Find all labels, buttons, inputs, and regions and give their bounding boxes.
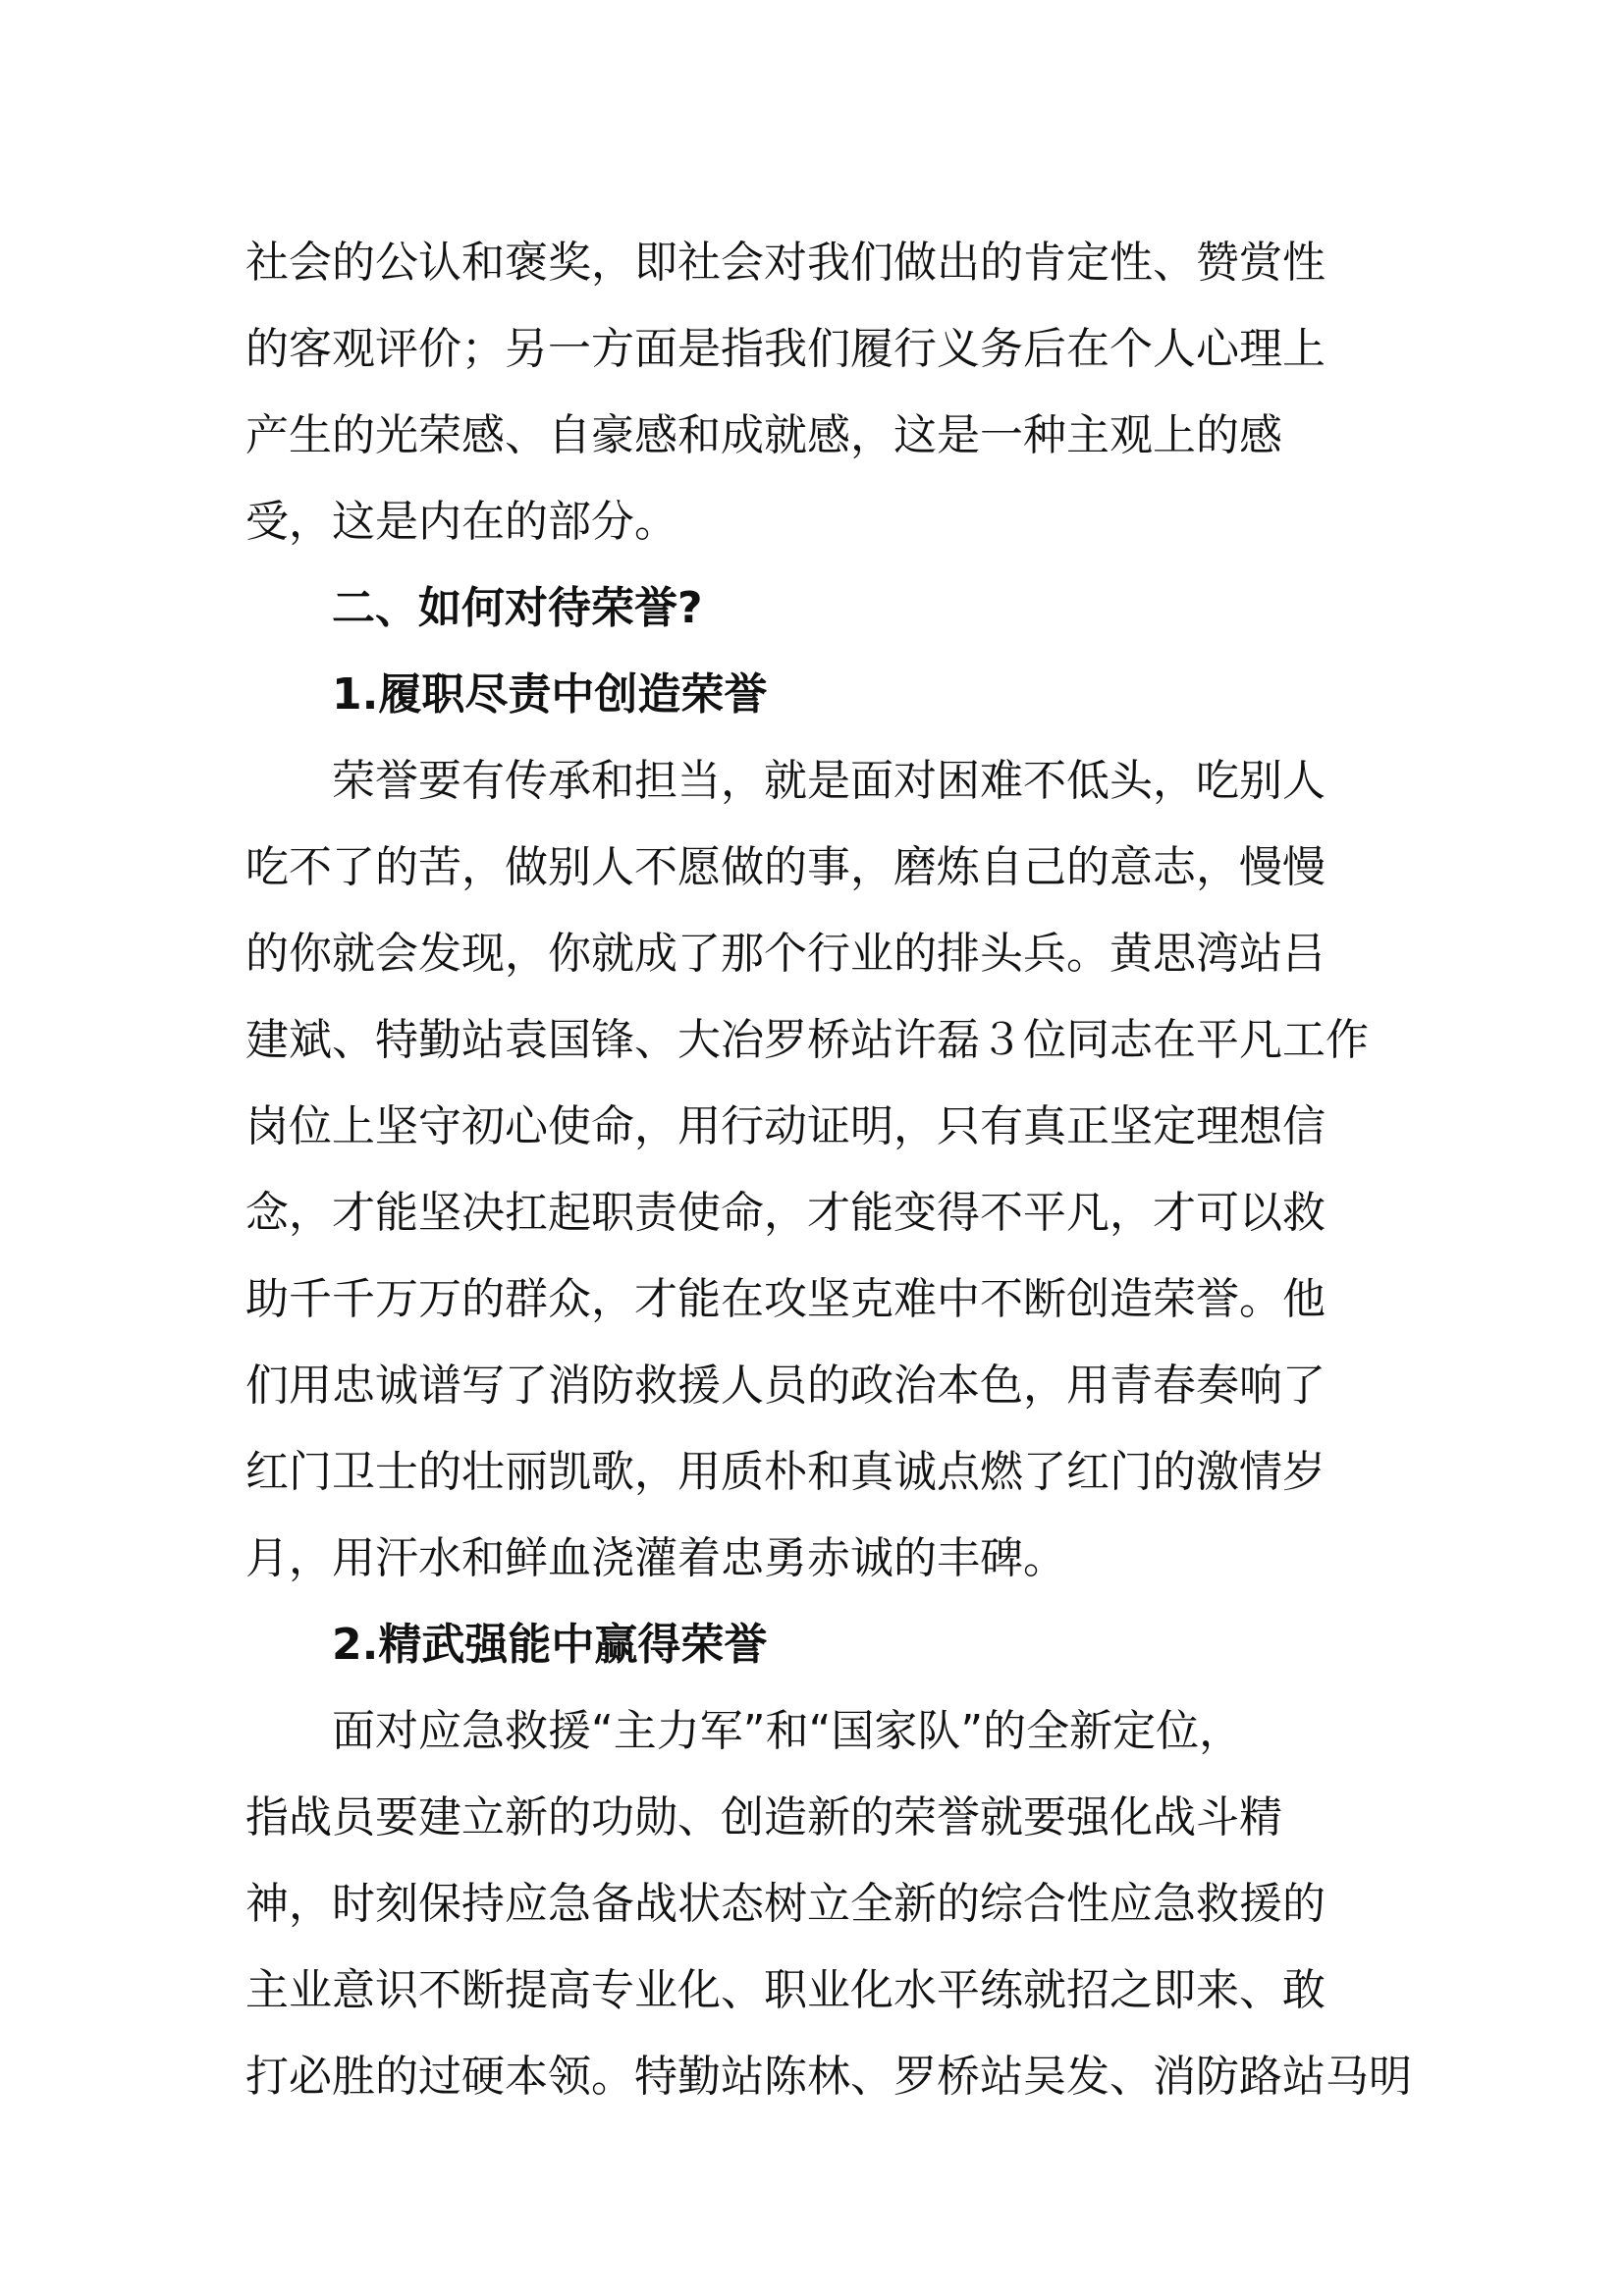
subsection-1-line-4: 建斌、特勤站袁国锋、大冶罗桥站许磊３位同志在平凡工作 (245, 1015, 1369, 1065)
subsection-1-line-3: 的你就会发现，你就成了那个行业的排头兵。黄思湾站吕 (245, 929, 1325, 979)
subsection-2-line-5: 打必胜的过硬本领。特勤站陈林、罗桥站吴发、消防路站马明 (245, 2052, 1412, 2102)
subsection-1-line-5: 岗位上坚守初心使命，用行动证明，只有真正坚定理想信 (245, 1101, 1325, 1151)
subsection-1-line-9: 红门卫士的壮丽凯歌，用质朴和真诚点燃了红门的激情岁 (245, 1447, 1325, 1497)
subsection-2-line-3: 神，时刻保持应急备战状态树立全新的综合性应急救援的 (245, 1879, 1325, 1929)
subsection-2-heading: 2.精武强能中赢得荣誉 (332, 1620, 768, 1670)
intro-line-1: 社会的公认和褒奖，即社会对我们做出的肯定性、赞赏性 (245, 238, 1325, 288)
subsection-1-line-7: 助千千万万的群众，才能在攻坚克难中不断创造荣誉。他 (245, 1274, 1325, 1324)
subsection-1-line-6: 念，才能坚决扛起职责使命，才能变得不平凡，才可以救 (245, 1188, 1325, 1238)
subsection-1-heading: 1.履职尽责中创造荣誉 (332, 669, 768, 720)
intro-line-4: 受，这是内在的部分。 (245, 497, 677, 547)
subsection-2-line-4: 主业意识不断提高专业化、职业化水平练就招之即来、敢 (245, 1965, 1325, 2015)
subsection-1-line-1: 荣誉要有传承和担当，就是面对困难不低头，吃别人 (332, 756, 1325, 806)
subsection-1-line-2: 吃不了的苦，做别人不愿做的事，磨炼自己的意志，慢慢 (245, 842, 1325, 892)
subsection-2-line-1: 面对应急救援“主力军”和“国家队”的全新定位， (332, 1706, 1243, 1756)
section-heading: 二、如何对待荣誉? (332, 583, 703, 633)
subsection-1-line-8: 们用忠诚谱写了消防救援人员的政治本色，用青春奏响了 (245, 1361, 1325, 1411)
intro-line-2: 的客观评价；另一方面是指我们履行义务后在个人心理上 (245, 324, 1325, 374)
subsection-1-line-10: 月，用汗水和鲜血浇灌着忠勇赤诚的丰碑。 (245, 1533, 1066, 1583)
intro-line-3: 产生的光荣感、自豪感和成就感，这是一种主观上的感 (245, 410, 1282, 460)
subsection-2-line-2: 指战员要建立新的功勋、创造新的荣誉就要强化战斗精 (245, 1792, 1282, 1842)
